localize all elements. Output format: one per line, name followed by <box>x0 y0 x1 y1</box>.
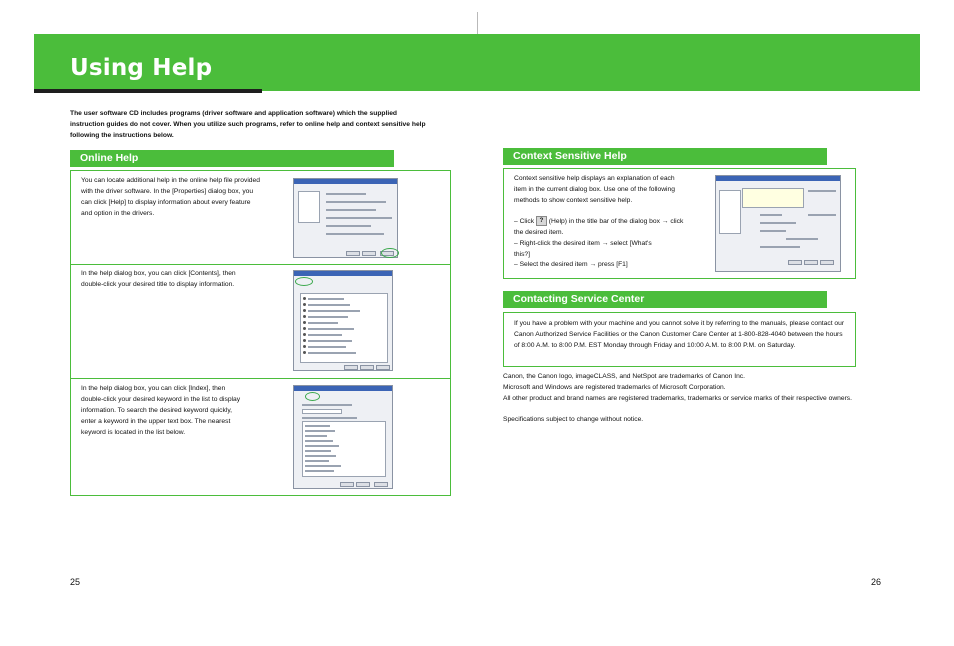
online-help-step-3: In the help dialog box, you can click [Index], then double-click your desired keyword in the list to display information. To search the desired keyword quickly, enter a keyword in the upper text box. The nearest keyword is located in the list below. <box>81 385 241 436</box>
help-index-screenshot <box>293 385 393 489</box>
context-help-screenshot <box>715 175 841 272</box>
trademark-microsoft: Microsoft and Windows are registered trademarks of Microsoft Corporation. <box>503 384 726 391</box>
online-help-heading: Online Help <box>70 150 394 167</box>
context-help-method-3: – Select the desired item → press [F1] <box>514 261 628 268</box>
intro-text: The user software CD includes programs (driver software and application software) which the supplied instruction guides do not cover. When you utilize such programs, refer to online help and context sensitive help following the instructions below. <box>70 110 426 139</box>
trademark-canon: Canon, the Canon logo, imageCLASS, and NetSpot are trademarks of Canon Inc. <box>503 373 746 380</box>
page-title: Using Help <box>70 55 213 81</box>
properties-dialog-screenshot <box>293 178 398 258</box>
online-help-step-1: You can locate additional help in the online help file provided with the driver software. In the [Properties] dialog box, you can click [Help] to display information about every feature and option in the drivers. <box>81 177 260 217</box>
page-number-left: 25 <box>70 577 81 587</box>
contents-tab-highlight <box>295 277 313 286</box>
trademark-others: All other product and brand names are registered trademarks, trademarks or service marks of their respective owners. <box>503 395 853 402</box>
context-help-method-1: – Click ? (Help) in the title bar of the dialog box → click the desired item. <box>514 218 684 236</box>
index-tab-highlight <box>305 392 320 401</box>
help-button-highlight <box>381 248 399 258</box>
context-help-method-2: – Right-click the desired item → select [What's this?] <box>514 240 652 258</box>
help-question-icon: ? <box>536 216 547 226</box>
service-center-heading: Contacting Service Center <box>503 291 827 308</box>
service-center-text: If you have a problem with your machine and you cannot solve it by referring to the manuals, please contact our Canon Authorized Service Facilities or the Canon Customer Care Center at 1-800-828-4040 between the hours of 8:00 A.M. to 8:00 P.M. EST Monday through Friday and 10:00 A.M. to 8:00 P.M. on Saturday. <box>514 320 845 349</box>
title-underline <box>34 89 262 93</box>
page-divider <box>477 12 478 34</box>
page-number-right: 26 <box>871 577 882 587</box>
context-help-intro: Context sensitive help displays an explanation of each item in the current dialog box. Use one of the following methods to show context sensitive help. <box>514 175 675 204</box>
context-help-heading: Context Sensitive Help <box>503 148 827 165</box>
specifications-note: Specifications subject to change without notice. <box>503 416 644 423</box>
row-divider <box>70 378 451 379</box>
online-help-step-2: In the help dialog box, you can click [Contents], then double-click your desired title to display information. <box>81 270 236 288</box>
row-divider <box>70 264 451 265</box>
